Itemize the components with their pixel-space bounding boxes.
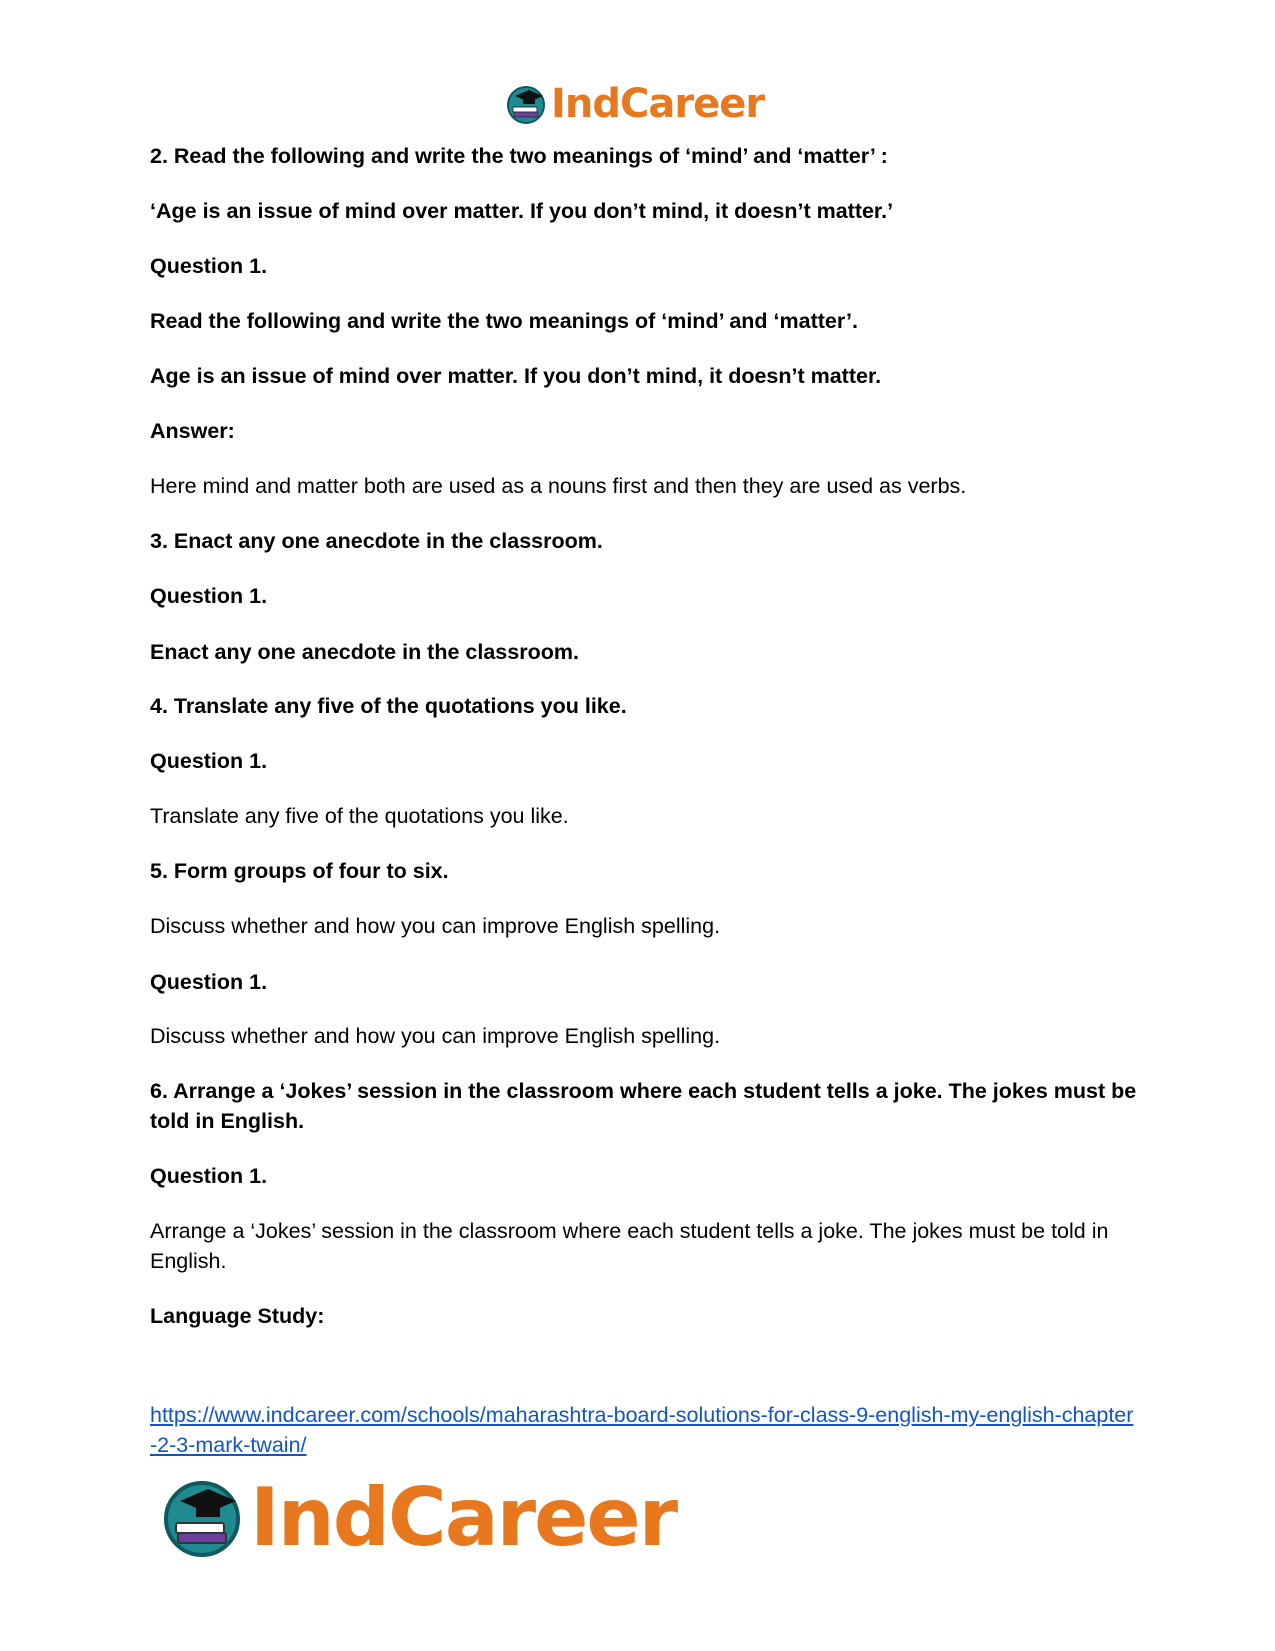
- question-quote: Age is an issue of mind over matter. If you don’t mind, it doesn’t matter.: [150, 364, 882, 388]
- section-3-heading: 3. Enact any one anecdote in the classroom.: [150, 529, 603, 553]
- header-logo-text: IndCareer: [551, 81, 765, 127]
- question-label: Question 1.: [150, 749, 268, 773]
- question-text: Enact any one anecdote in the classroom.: [150, 640, 579, 664]
- question-text: Translate any five of the quotations you like.: [150, 804, 569, 828]
- section-5-instruction: Discuss whether and how you can improve English spelling.: [150, 914, 721, 938]
- section-4-heading: 4. Translate any five of the quotations you like.: [150, 694, 627, 718]
- question-label: Question 1.: [150, 254, 268, 278]
- footer-logo: [160, 1472, 676, 1562]
- section-5-heading: 5. Form groups of four to six.: [150, 859, 449, 883]
- answer-label: Answer:: [150, 419, 235, 443]
- question-label: Question 1.: [150, 584, 268, 608]
- question-text: Read the following and write the two meanings of ‘mind’ and ‘matter’.: [150, 309, 858, 333]
- question-label: Question 1.: [150, 1164, 268, 1188]
- graduation-book-globe-icon: [160, 1475, 244, 1559]
- footer-logo-text: IndCareer: [250, 1470, 677, 1564]
- graduation-book-globe-icon: [505, 83, 547, 125]
- question-text: Arrange a ‘Jokes’ session in the classroom where each student tells a joke. The jokes must be told in English.: [150, 1219, 1109, 1273]
- question-text: Discuss whether and how you can improve English spelling.: [150, 1024, 721, 1048]
- header-logo: [505, 80, 764, 128]
- language-study-heading: Language Study:: [150, 1304, 325, 1328]
- section-6-heading: 6. Arrange a ‘Jokes’ session in the classroom where each student tells a joke. The jokes must be told in English.: [150, 1079, 1137, 1133]
- section-2-quote: ‘Age is an issue of mind over matter. If you don’t mind, it doesn’t matter.’: [150, 199, 894, 223]
- answer-text: Here mind and matter both are used as a nouns first and then they are used as verbs.: [150, 474, 967, 498]
- question-label: Question 1.: [150, 970, 268, 994]
- source-link[interactable]: https://www.indcareer.com/schools/maharashtra-board-solutions-for-class-9-english-my-english-chapter-2-3-mark-twain/: [150, 1403, 1134, 1457]
- section-2-heading: 2. Read the following and write the two meanings of ‘mind’ and ‘matter’ :: [150, 144, 888, 168]
